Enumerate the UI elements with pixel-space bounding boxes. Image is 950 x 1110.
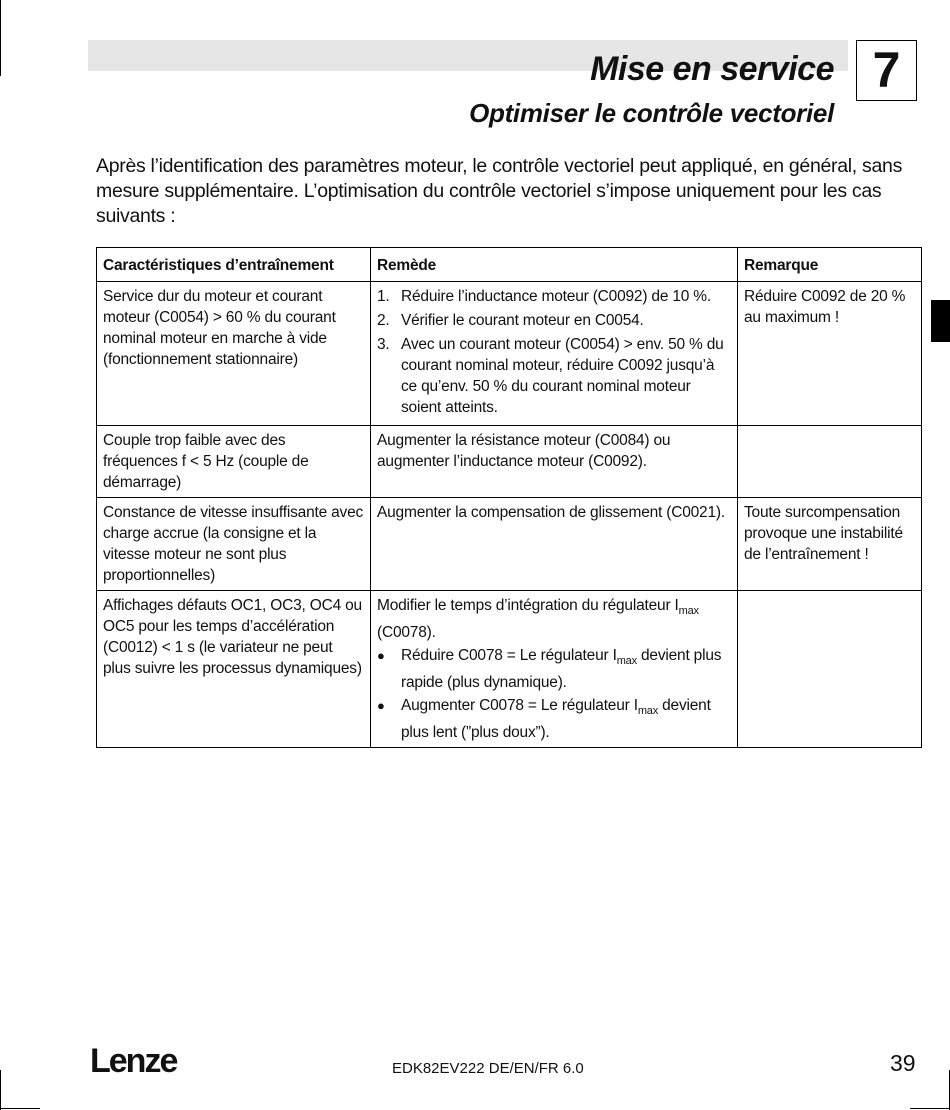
remedy-cell [371, 591, 738, 748]
document-code: EDK82EV222 DE/EN/FR 6.0 [392, 1060, 584, 1077]
remedy-cell: Augmenter la compensation de glissement (C0021). [371, 498, 738, 591]
remedy-steps [377, 286, 731, 418]
step-number: 2. [377, 312, 390, 329]
remedy-cell: Augmenter la résistance moteur (C0084) ou augmenter l’inductance moteur (C0092). [371, 426, 738, 498]
table-row [97, 426, 922, 498]
remedy-cell [371, 282, 738, 426]
crop-mark [0, 1070, 1, 1110]
remedy-step [377, 286, 731, 307]
characteristic-cell: Service dur du moteur et courant moteur (C0054) > 60 % du courant nominal moteur en marche à vide (fonctionnement stationnaire) [97, 282, 371, 426]
characteristic-cell: Couple trop faible avec des fréquences f < 5 Hz (couple de démarrage) [97, 426, 371, 498]
characteristic-cell: Constance de vitesse insuffisante avec charge accrue (la consigne et la vitesse moteur ne sont plus proportionnelles) [97, 498, 371, 591]
table-header-row [97, 248, 922, 282]
remedy-intro: Modifier le temps d’intégration du régulateur $I_{max}$ (C0078). [377, 597, 699, 642]
step-text: Vérifier le courant moteur en C0054. [401, 312, 644, 329]
step-text: Avec un courant moteur (C0054) > env. 50 % du courant nominal moteur, réduire C0092 jusqu’à ce qu’env. 50 % du courant nominal moteur soient atteints. [401, 336, 724, 416]
crop-mark [0, 1108, 40, 1109]
chapter-number: 7 [856, 40, 917, 101]
remark-cell: Toute surcompensation provoque une instabilité de l’entraînement ! [738, 498, 922, 591]
bullet-text: Réduire C0078 = Le régulateur $I_{max}$ devient plus rapide (plus dynamique). [401, 647, 722, 692]
intro-paragraph: Après l’identification des paramètres moteur, le contrôle vectoriel peut appliqué, en général, sans mesure supplémentaire. L’optimisation du contrôle vectoriel s’impose uniquement pour les cas suivants : [96, 155, 903, 227]
characteristic-cell: Affichages défauts OC1, OC3, OC4 ou OC5 pour les temps d’accélération (C0012) < 1 s (le variateur ne peut plus suivre les processus dynamiques) [97, 591, 371, 748]
remark-cell [738, 591, 922, 748]
remedy-step [377, 310, 731, 331]
bullet-icon: ● [377, 648, 385, 664]
remedy-bullet [377, 695, 731, 743]
page-number: 39 [890, 1050, 916, 1076]
remark-cell [738, 426, 922, 498]
table-row [97, 591, 922, 748]
section-title: Optimiser le contrôle vectoriel [469, 98, 834, 128]
column-header-remark: Remarque [738, 248, 922, 282]
step-number: 1. [377, 288, 390, 305]
table-row [97, 282, 922, 426]
crop-mark [910, 1108, 950, 1109]
bullet-icon: ● [377, 698, 385, 714]
remark-cell: Réduire C0092 de 20 % au maximum ! [738, 282, 922, 426]
optimisation-table [96, 247, 922, 748]
remedy-step [377, 334, 731, 418]
chapter-title: Mise en service [590, 50, 834, 88]
step-number: 3. [377, 336, 390, 353]
step-text: Réduire l’inductance moteur (C0092) de 10 %. [401, 288, 711, 305]
bullet-text: Augmenter C0078 = Le régulateur $I_{max}$ devient plus lent (”plus doux”). [401, 697, 711, 742]
lenze-logo: Lenze [90, 1042, 177, 1080]
table-row [97, 498, 922, 591]
column-header-characteristics: Caractéristiques d’entraînement [97, 248, 371, 282]
chapter-side-tab [931, 300, 950, 342]
remedy-bullets [377, 645, 731, 743]
column-header-remedy: Remède [371, 248, 738, 282]
remedy-bullet [377, 645, 731, 693]
crop-mark [0, 0, 1, 76]
